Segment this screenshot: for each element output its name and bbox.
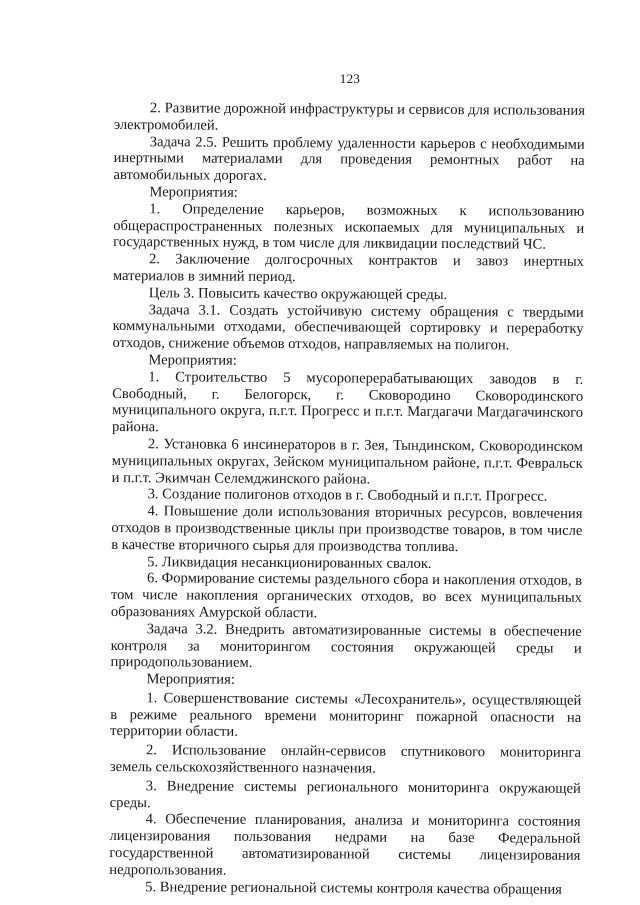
paragraph-measure-satellite-monitoring: 2. Использование онлайн-сервисов спутникового мониторинга земель сельскохозяйственного назначения. [109,742,582,777]
paragraph-measure-secondary-resources: 4. Повышение доли использования вторичных ресурсов, вовлечения отходов в производственные циклы при производстве товаров, в том числе в качестве вторичного сырья для производства топлива. [111,503,583,555]
paragraph-task-2-5: Задача 2.5. Решить проблему удаленности карьеров с необходимыми инертными материалами для проведения ремонтных работ на автомобильных дорогах. [113,133,585,185]
paragraph-item-2-ev-infrastructure: 2. Развитие дорожной инфраструктуры и сервисов для использования электромобилей. [113,100,585,134]
paragraph-measures-heading: Мероприятия: [148,352,237,369]
paragraph-task-3-2: Задача 3.2. Внедрить автоматизированные системы в обеспечение контроля за мониторингом состояния окружающей среды и природопользованием. [110,620,582,672]
page-number: 123 [339,71,361,86]
paragraph-measure-landfills: 3. Создание полигонов отходов в г. Свободный и п.г.т. Прогресс. [147,486,548,505]
paragraph-measure-incinerators: 2. Установка 6 инсинераторов в г. Зея, Тындинском, Сковородинском муниципальных округах, Зейском муниципальном районе, п.г.т. Февральск и п.г.т. Экимчан Селемджинского района. [111,436,583,488]
paragraph-measure-contracts: 2. Заключение долгосрочных контрактов и завоз инертных материалов в зимний период. [112,251,585,286]
paragraph-goal-3: Цель 3. Повысить качество окружающей среды. [148,284,448,303]
paragraph-task-3-1: Задача 3.1. Создать устойчивую систему обращения с твердыми коммунальными отходами, обеспечивающей сортировку и переработку отходов, снижение объемов отходов, направляемых на полигон. [112,301,584,354]
paragraph-measure-quarries: 1. Определение карьеров, возможных к использованию общераспространенных полезных ископаемых для муниципальных и государственных нужд, в том числе для ликвидации последствий ЧС. [113,200,585,254]
paragraph-measure-quality-control: 5. Внедрение региональной системы контроля качества обращения [145,878,562,898]
document-body [109,100,585,898]
paragraph-measure-waste-plants: 1. Строительство 5 мусороперерабатывающих заводов в г. Свободный, г. Белогорск, г. Сковородино Сковородинского муниципального округа, п.г.т. Прогресс и п.г.т. Магдагачи Магдагачинского района. [111,368,584,436]
paragraph-measure-lesohranitel: 1. Совершенствование системы «Лесохранитель», осуществляющей в режиме реального времени мониторинг пожарной опасности на территории области. [110,690,582,741]
paragraph-measures-heading: Мероприятия: [146,671,235,688]
paragraph-measure-regional-monitoring: 3. Внедрение системы регионального мониторинга окружающей среды. [109,778,581,811]
paragraph-measure-dumps: 5. Ликвидация несанкционированных свалок. [147,553,432,572]
paragraph-measure-separate-collection: 6. Формирование системы раздельного сбора и накопления отходов, в том числе накопления органических отходов, во всех муниципальных образованиях Амурской области. [110,570,583,622]
paragraph-measures-heading: Мероприятия: [149,184,238,201]
paragraph-measure-subsoil-licensing: 4. Обеспечение планирования, анализа и мониторинга состояния лицензирования пользования недрами на базе Федеральной государственной автоматизированной системы лицензирования недропользования. [109,811,581,879]
